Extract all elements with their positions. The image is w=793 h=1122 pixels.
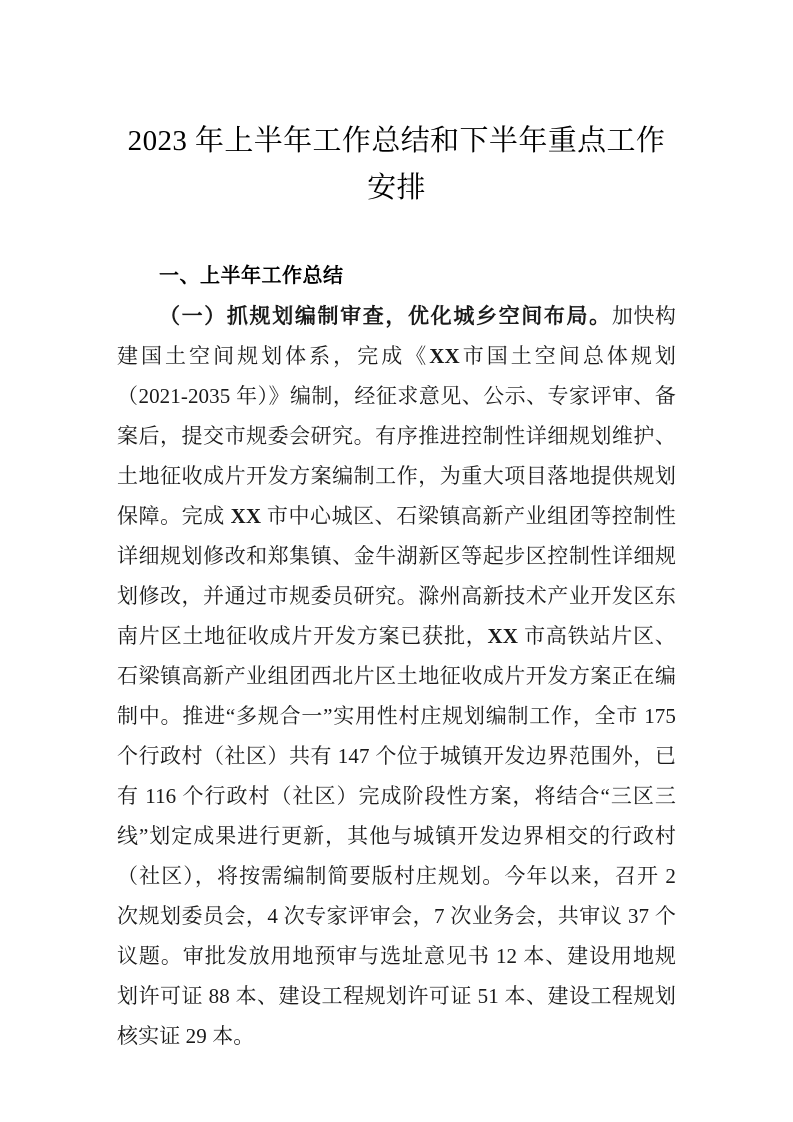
paragraph-run-2: XX [429,344,460,368]
paragraph-run-3: 市国土空间总体规划（2021-2035 年）》编制，经征求意见、公示、专家评审、备案后，提交市规委会研究。有序推进控制性详细规划维护、土地征收成片开发方案编制工作，为重大项目落地提供规划保障。完成 [117,344,676,528]
subsection-heading-1: （一）抓规划编制审查，优化城乡空间布局。 [159,304,612,328]
section-heading-1: 一、上半年工作总结 [159,265,344,287]
paragraph-1 [117,296,676,1056]
paragraph-run-4: XX [230,504,262,528]
page-title: 2023 年上半年工作总结和下半年重点工作安排 [127,125,666,204]
document-content [117,118,676,1056]
paragraph-run-7: 市高铁站片区、石梁镇高新产业组团西北片区土地征收成片开发方案正在编制中。推进“多规合一”实用性村庄规划编制工作，全市 175 个行政村（社区）共有 147 个位于城镇开发边界范围外，已有 116 个行政村（社区）完成阶段性方案，将结合“三区三线”划定成果进行更新，其他与城镇开发边界相交的行政村（社区），将按需编制简要版村庄规划。今年以来，召开 2 次规划委员会，4 次专家评审会，7 次业务会，共审议 37 个议题。审批发放用地预审与选址意见书 12 本、建设用地规划许可证 88 本、建设工程规划许可证 51 本、建设工程规划核实证 29 本。 [117,624,676,1048]
paragraph-run-5: 市中心城区、石梁镇高新产业组团等控制性详细规划修改和郑集镇、金牛湖新区等起步区控制性详细规划修改，并通过市规委员研究。滁州高新技术产业开发区东南片区土地征收成片开发方案已获批， [117,504,676,648]
paragraph-run-6: XX [487,624,519,648]
paragraph-run-1: 加快构建国土空间规划体系，完成《 [117,304,676,368]
